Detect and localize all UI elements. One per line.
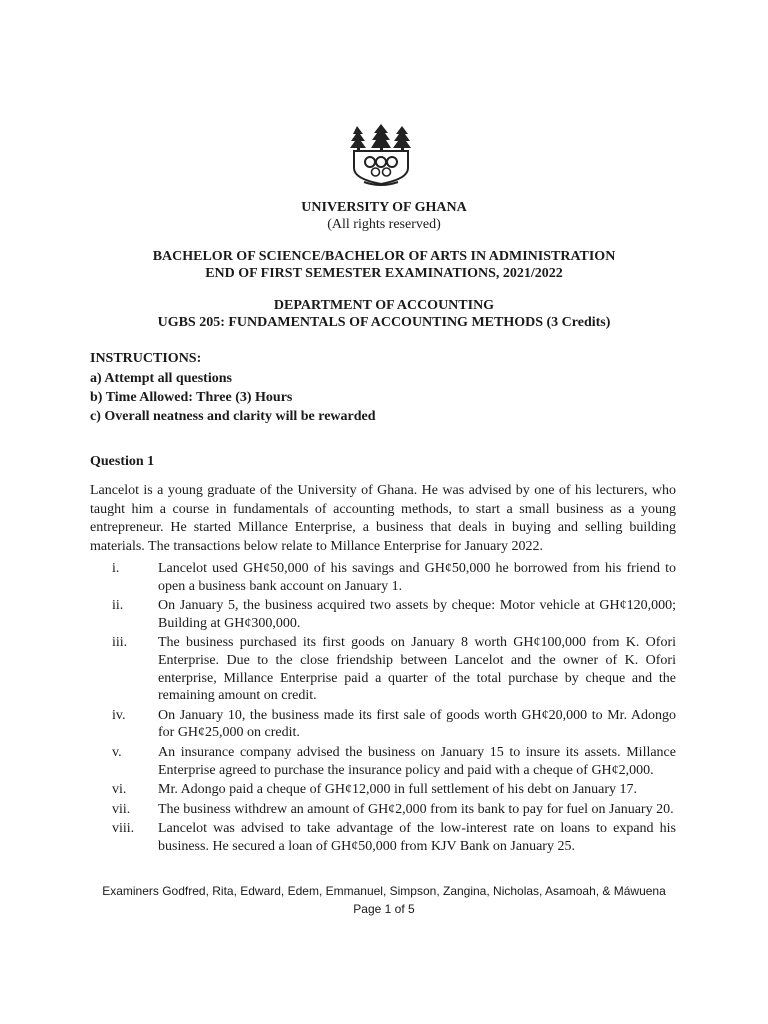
university-name: UNIVERSITY OF GHANA: [301, 200, 467, 215]
instructions-title: INSTRUCTIONS:: [90, 351, 202, 366]
university-crest-icon: [350, 124, 412, 188]
item-number: v.: [112, 744, 122, 760]
question-intro: Lancelot is a young graduate of the University of Ghana. He was advised by one of his lecturers, who taught him a course in fundamentals of accounting methods, to start a small business as a young entrepreneur. He started Millance Enterprise, a business that deals in buying and selling building materials. The transactions below relate to Millance Enterprise for January 2022.: [90, 483, 676, 554]
list-item: [90, 634, 676, 704]
item-number: viii.: [112, 821, 135, 837]
page-number: Page 1 of 5: [353, 902, 415, 916]
list-item: [90, 820, 676, 855]
list-item: [90, 560, 676, 595]
examiners-footer: Examiners Godfred, Rita, Edward, Edem, Emmanuel, Simpson, Zangina, Nicholas, Asamoah, & Máwuena: [102, 884, 666, 898]
item-text: Lancelot used GH¢50,000 of his savings and GH¢50,000 he borrowed from his friend to open a business bank account on January 1.: [158, 561, 676, 594]
programme-title: BACHELOR OF SCIENCE/BACHELOR OF ARTS IN ADMINISTRATION: [152, 249, 616, 264]
item-text: On January 10, the business made its first sale of goods worth GH¢20,000 to Mr. Adongo for GH¢25,000 on credit.: [158, 707, 676, 741]
instruction-item: a) Attempt all questions: [90, 371, 232, 386]
item-number: vii.: [112, 801, 131, 817]
rights-notice: (All rights reserved): [327, 217, 441, 232]
list-item: [90, 597, 676, 632]
item-text: The business purchased its first goods on January 8 worth GH¢100,000 from K. Ofori Enterprise. Due to the close friendship between Lancelot and the owner of K. Ofori enterprise, Millance Enterprise paid a quarter of the total purchase by cheque and the remaining amount on credit.: [158, 635, 676, 704]
item-number: i.: [112, 561, 120, 576]
list-item: [90, 781, 676, 799]
item-number: ii.: [112, 598, 124, 614]
list-item: [90, 707, 676, 742]
exam-title: END OF FIRST SEMESTER EXAMINATIONS, 2021/2022: [205, 266, 563, 281]
item-number: vi.: [112, 782, 127, 798]
item-number: iv.: [112, 707, 126, 723]
item-text: On January 5, the business acquired two assets by cheque: Motor vehicle at GH¢120,000; Building at GH¢300,000.: [158, 598, 676, 631]
item-text: An insurance company advised the business on January 15 to insure its assets. Millance Enterprise agreed to purchase the insurance policy and paid with a cheque of GH¢2,000.: [158, 744, 676, 778]
instruction-item: b) Time Allowed: Three (3) Hours: [90, 390, 293, 405]
department-name: DEPARTMENT OF ACCOUNTING: [273, 298, 495, 313]
course-title: UGBS 205: FUNDAMENTALS OF ACCOUNTING METHODS (3 Credits): [157, 315, 611, 330]
instruction-item: c) Overall neatness and clarity will be rewarded: [90, 409, 376, 424]
item-text: Mr. Adongo paid a cheque of GH¢12,000 in full settlement of his debt on January 17.: [158, 782, 638, 798]
item-text: Lancelot was advised to take advantage of the low-interest rate on loans to expand his business. He secured a loan of GH¢50,000 from KJV Bank on January 25.: [158, 821, 676, 854]
question-title: Question 1: [90, 454, 155, 469]
transaction-list: [90, 560, 676, 858]
item-text: The business withdrew an amount of GH¢2,000 from its bank to pay for fuel on January 20.: [158, 801, 674, 817]
list-item: [90, 744, 676, 779]
item-number: iii.: [112, 635, 128, 651]
list-item: [90, 801, 676, 819]
